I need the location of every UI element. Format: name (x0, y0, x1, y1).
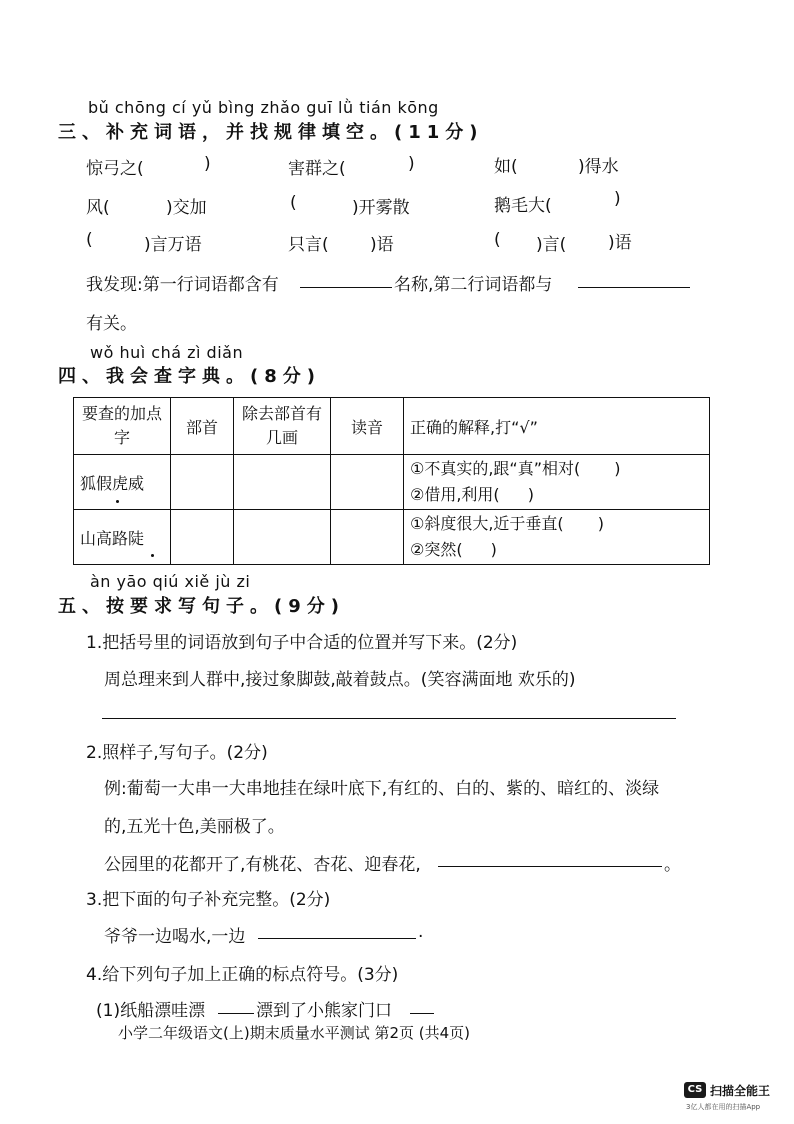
idiom-1-b: ) (204, 154, 211, 174)
idiom-5-a: ( (290, 193, 297, 213)
idiom-6-a: 鹅毛大( (494, 196, 552, 216)
header-meaning: 正确的解释,打“√” (404, 398, 710, 455)
row1-phrase-text: 狐假虎威 (80, 473, 145, 493)
idiom-3-a: 如( (494, 157, 518, 177)
q3-prompt: 3.把下面的句子补充完整。(2分) (86, 890, 331, 910)
row1-option2: ②借用,利用( (410, 485, 500, 504)
q2-task: 公园里的花都开了,有桃花、杏花、迎春花, (104, 855, 421, 875)
idiom-7-b: )言万语 (144, 235, 202, 255)
watermark-subtitle: 3亿人都在用的扫描App (686, 1103, 761, 1111)
idiom-9-a: ( (494, 230, 501, 250)
section3-heading (58, 118, 484, 144)
table-header-row (74, 398, 710, 455)
q3-end-mark: . (418, 922, 424, 942)
idiom-8-a: 只言( (288, 235, 329, 255)
idiom-2-a: 害群之( (288, 159, 346, 179)
row2-option2-close: ) (490, 540, 497, 559)
row2-strokes-cell[interactable] (234, 510, 331, 565)
table-row (74, 510, 710, 565)
idiom-4-b: )交加 (166, 198, 207, 218)
header-reading: 读音 (331, 398, 404, 455)
section4-pinyin: wǒ huì chá zì diǎn (90, 343, 244, 362)
idiom-2-b: ) (408, 154, 415, 174)
q3-answer-line[interactable] (258, 938, 416, 939)
section5-score: (9分) (274, 596, 345, 617)
row2-radical-cell[interactable] (171, 510, 234, 565)
idiom-6-b: ) (614, 189, 621, 209)
section5-heading (58, 592, 345, 618)
q4-blank-1[interactable] (218, 1013, 254, 1014)
row1-option2-close: ) (527, 485, 534, 504)
q1-answer-line[interactable] (102, 718, 676, 719)
section4-score: (8分) (250, 366, 321, 387)
header-radical: 部首 (171, 398, 234, 455)
row1-option1: ①不真实的,跟“真”相对( (410, 459, 581, 478)
idiom-4-a: 风( (86, 198, 110, 218)
section3-pinyin: bǔ chōng cí yǔ bìng zhǎo guī lǜ tián kōng (88, 98, 439, 117)
row1-reading-cell[interactable] (331, 455, 404, 510)
idiom-3-b: )得水 (578, 157, 619, 177)
emphasis-dot (116, 500, 119, 503)
idiom-5-b: )开雾散 (352, 198, 410, 218)
section3-score: (11分) (394, 122, 484, 143)
row2-meaning-cell (404, 510, 710, 565)
row2-option1: ①斜度很大,近于垂直( (410, 514, 564, 533)
row1-strokes-cell[interactable] (234, 455, 331, 510)
row1-meaning-cell (404, 455, 710, 510)
section3-title: 三、补充词语，并找规律填空。 (58, 122, 394, 143)
table-row (74, 455, 710, 510)
q4-prompt: 4.给下列句子加上正确的标点符号。(3分) (86, 965, 399, 985)
q2-example-line2: 的,五光十色,美丽极了。 (104, 817, 285, 837)
section5-pinyin: àn yāo qiú xiě jù zi (90, 572, 251, 591)
row2-phrase (74, 510, 171, 565)
q4-item1-part1: (1)纸船漂哇漂 (96, 1001, 206, 1021)
dictionary-table (73, 397, 710, 565)
q2-example-line1: 例:葡萄一大串一大串地挂在绿叶底下,有红的、白的、紫的、暗红的、淡绿 (104, 779, 660, 799)
row1-radical-cell[interactable] (171, 455, 234, 510)
discover-text-b: 名称,第二行词语都与 (394, 275, 553, 295)
q4-blank-2[interactable] (410, 1013, 434, 1014)
header-char: 要查的加点字 (74, 398, 171, 455)
discover-text-a: 我发现:第一行词语都含有 (86, 275, 279, 295)
emphasis-dot (151, 554, 154, 557)
discover-text-c: 有关。 (86, 314, 137, 334)
page-footer: 小学二年级语文(上)期末质量水平测试 第2页 (共4页) (118, 1024, 471, 1042)
q1-prompt: 1.把括号里的词语放到句子中合适的位置并写下来。(2分) (86, 633, 518, 653)
section4-title: 四、我会查字典。 (58, 366, 250, 387)
discover-blank-2[interactable] (578, 287, 690, 288)
camscanner-logo-icon: CS (684, 1082, 706, 1098)
q4-item1-part2: 漂到了小熊家门口 (256, 1001, 392, 1021)
q3-task: 爷爷一边喝水,一边 (104, 927, 246, 947)
row2-option1-close: ) (597, 514, 604, 533)
watermark-title: 扫描全能王 (710, 1084, 771, 1098)
header-strokes: 除去部首有几画 (234, 398, 331, 455)
q2-end-mark: 。 (664, 855, 681, 875)
idiom-9-c: )语 (608, 233, 632, 253)
row1-option1-close: ) (614, 459, 621, 478)
row2-option2: ②突然( (410, 540, 463, 559)
idiom-1-a: 惊弓之( (86, 159, 144, 179)
q2-answer-line[interactable] (438, 866, 662, 867)
row2-phrase-text: 山高路陡 (80, 528, 145, 548)
row1-phrase (74, 455, 171, 510)
section5-title: 五、按要求写句子。 (58, 596, 274, 617)
q2-prompt: 2.照样子,写句子。(2分) (86, 743, 268, 763)
idiom-9-b: )言( (536, 235, 567, 255)
idiom-7-a: ( (86, 230, 93, 250)
idiom-8-b: )语 (370, 235, 394, 255)
q1-sentence: 周总理来到人群中,接过象脚鼓,敲着鼓点。(笑容满面地 欢乐的) (104, 670, 576, 690)
discover-blank-1[interactable] (300, 287, 392, 288)
row2-reading-cell[interactable] (331, 510, 404, 565)
section4-heading (58, 362, 321, 388)
